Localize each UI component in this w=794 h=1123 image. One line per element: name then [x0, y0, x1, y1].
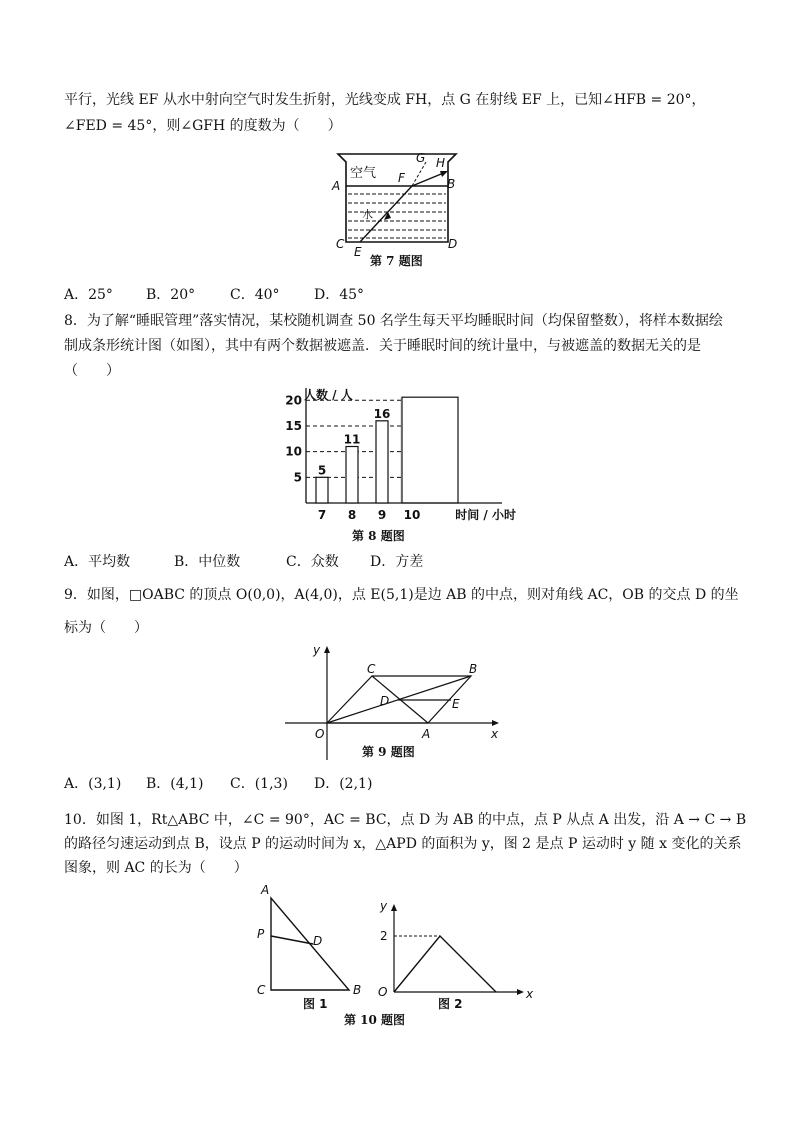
y-tick-10: 10: [285, 444, 302, 459]
bar-9: [376, 421, 388, 503]
graph-y-vs-x: [394, 936, 496, 992]
data-label-7: 5: [317, 463, 327, 478]
y-axis-arrow: [324, 646, 330, 653]
q10-figure-2: [372, 898, 542, 1014]
y-tick-20: 20: [285, 393, 302, 408]
data-label-9: 16: [373, 406, 391, 421]
label-o: O: [378, 985, 388, 999]
label-water: 水: [362, 208, 373, 221]
q9-option-c[interactable]: C．(1,3): [230, 776, 288, 792]
label-x: x: [526, 987, 534, 1001]
bar-8: [346, 447, 358, 504]
q9-text-line1: 9．如图，□OABC 的顶点 O(0,0)，A(4,0)，点 E(5,1)是边 AB 的中点，则对角线 AC，OB 的交点 D 的坐: [64, 587, 739, 603]
label-f: F: [398, 171, 405, 185]
q7-option-c[interactable]: C．40°: [230, 287, 280, 303]
y-tick-5: 5: [293, 470, 302, 485]
q8-option-b[interactable]: B．中位数: [174, 554, 241, 570]
q10-text-line3: 图象，则 AC 的长为（ ）: [64, 860, 248, 876]
q7-option-a[interactable]: A．25°: [64, 287, 113, 303]
label-a: A: [332, 179, 341, 193]
label-o: O: [315, 727, 325, 741]
x-axis-arrow: [492, 720, 499, 726]
ray-fh: [412, 172, 446, 186]
y-axis-arrow: [391, 904, 397, 911]
fig2-caption: 图 2: [438, 997, 463, 1011]
q7-option-d[interactable]: D．45°: [314, 287, 365, 303]
label-b: B: [469, 662, 478, 676]
q7-options: [64, 285, 664, 305]
label-d: D: [313, 934, 323, 948]
q9-option-a[interactable]: A．(3,1): [64, 776, 122, 792]
label-c: C: [257, 983, 266, 997]
q8-text-line1: 8．为了解“睡眠管理”落实情况，某校随机调查 50 名学生每天平均睡眠时间（均保留整数），将样本数据绘: [64, 313, 723, 329]
q10-caption: 第 10 题图: [344, 1013, 406, 1027]
q8-options: [64, 552, 664, 572]
x-tick-8: 8: [347, 508, 357, 522]
label-h: H: [436, 156, 446, 170]
y-tick-15: 15: [285, 418, 302, 433]
bar-7: [316, 477, 328, 503]
q8-option-c[interactable]: C．众数: [286, 554, 339, 570]
label-two: 2: [380, 929, 388, 943]
q10-text-line1: 10．如图 1，Rt△ABC 中，∠C = 90°，AC = BC，点 D 为 AB 的中点，点 P 从点 A 出发，沿 A → C → B: [64, 812, 747, 828]
label-a: A: [261, 883, 270, 897]
q7-option-b[interactable]: B．20°: [146, 287, 196, 303]
q7-figure: [330, 148, 460, 266]
q8-option-a[interactable]: A．平均数: [64, 554, 131, 570]
label-c: C: [367, 662, 376, 676]
q9-options: [64, 774, 664, 794]
label-p: P: [257, 927, 265, 941]
label-b: B: [447, 177, 456, 191]
q7-text-line2: ∠FED = 45°，则∠GFH 的度数为（ ）: [64, 118, 342, 134]
q8-option-d[interactable]: D．方差: [370, 554, 424, 570]
x-tick-7: 7: [317, 508, 327, 522]
x-axis-arrow: [517, 989, 524, 995]
q8-text-line3: （ ）: [64, 363, 120, 379]
label-y: y: [313, 643, 321, 657]
label-a: A: [422, 727, 431, 741]
x-tick-9: 9: [377, 508, 387, 522]
q9-text-line2: 标为（ ）: [64, 620, 148, 636]
label-air: 空气: [350, 166, 377, 181]
x-tick-10: 10: [403, 508, 421, 522]
label-g: G: [416, 151, 426, 165]
label-c: C: [336, 237, 345, 251]
label-d: D: [448, 237, 458, 251]
label-e: E: [452, 697, 460, 711]
q9-caption: 第 9 题图: [362, 745, 415, 759]
label-d: D: [380, 694, 390, 708]
y-axis-label: 人数 / 人: [304, 388, 353, 402]
label-x: x: [491, 727, 499, 741]
q8-caption: 第 8 题图: [352, 529, 405, 543]
q10-text-line2: 的路径匀速运动到点 B，设点 P 的运动时间为 x，△APD 的面积为 y，图 2 是点 P 运动时 y 随 x 变化的关系: [64, 836, 742, 852]
x-axis-label: 时间 / 小时: [455, 508, 516, 522]
label-e: E: [354, 245, 362, 259]
label-y: y: [380, 899, 388, 913]
q10-figure-1: [255, 884, 365, 1014]
q9-option-b[interactable]: B．(4,1): [146, 776, 204, 792]
q7-text-line1: 平行，光线 EF 从水中射向空气时发生折射，光线变成 FH，点 G 在射线 EF 上，已知∠HFB = 20°，: [64, 92, 706, 108]
label-b: B: [353, 983, 362, 997]
q8-bar-chart: [280, 382, 520, 532]
q9-option-d[interactable]: D．(2,1): [314, 776, 373, 792]
q8-text-line2: 制成条形统计图（如图），其中有两个数据被遮盖．关于睡眠时间的统计量中，与被遮盖的数据无关的是: [64, 338, 701, 354]
fig1-caption: 图 1: [303, 997, 328, 1011]
data-label-8: 11: [343, 432, 361, 447]
q7-caption: 第 7 题图: [370, 254, 423, 268]
cover-box: [402, 397, 458, 503]
